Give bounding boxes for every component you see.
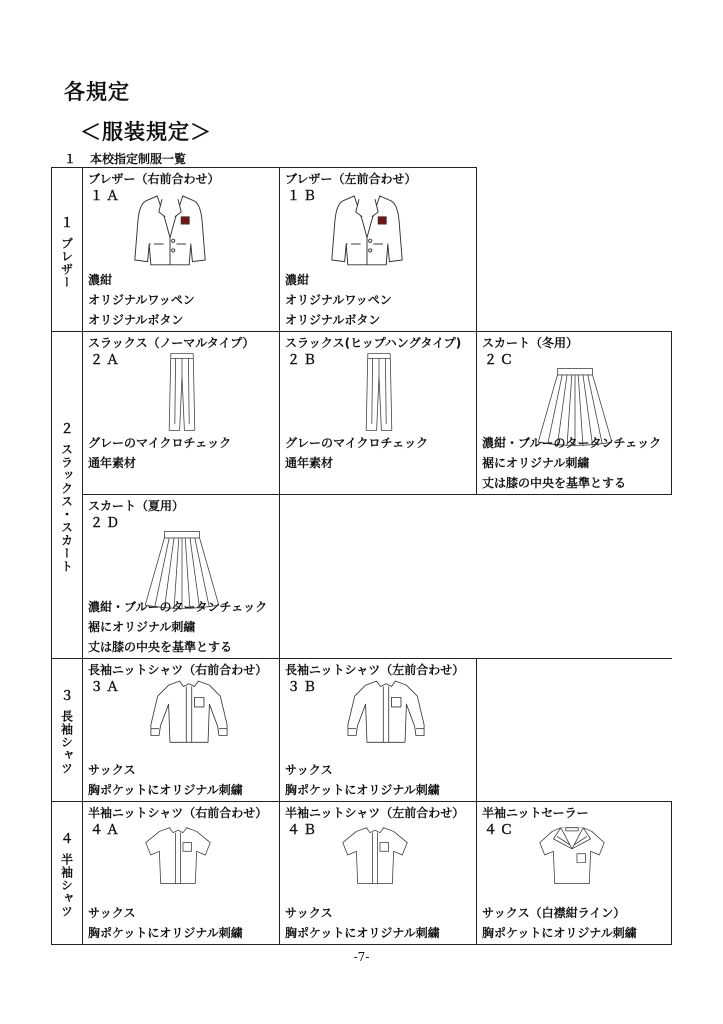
desc-line: サックス — [88, 906, 136, 920]
item-name: スラックス（ノーマルタイプ） — [88, 336, 255, 350]
item-code: ４Ｂ — [287, 823, 320, 838]
desc-line: 丈は膝の中央を基準とする — [482, 476, 627, 490]
blazer-illustration-icon — [327, 188, 407, 268]
item-2B — [280, 332, 477, 495]
item-code: ２Ｄ — [90, 516, 123, 531]
empty-cell — [280, 495, 477, 659]
short-sleeve-shirt-illustration-icon — [128, 824, 228, 886]
desc-line: サックス（白襟紺ライン） — [482, 906, 626, 920]
item-name: 半袖ニットシャツ（右前合わせ） — [88, 806, 268, 820]
item-code: ３Ｂ — [287, 680, 320, 695]
item-name: 半袖ニットセーラー — [482, 806, 589, 820]
item-description — [482, 903, 637, 943]
section-cell-short-sleeve — [52, 802, 83, 945]
subsection-number: １ — [64, 152, 77, 166]
section-label: スラックス・スカート — [59, 443, 74, 573]
page-heading: 各規定 — [64, 80, 130, 104]
empty-cell — [477, 168, 672, 332]
item-code: １Ｂ — [287, 189, 320, 204]
short-sleeve-shirt-illustration-icon — [325, 824, 425, 886]
item-description — [285, 270, 392, 330]
section-number: ３ — [60, 689, 74, 704]
page-number: -7- — [353, 950, 370, 964]
slacks-illustration-icon — [363, 352, 395, 432]
desc-line: オリジナルワッペン — [285, 293, 392, 307]
item-description — [285, 903, 440, 943]
desc-line: 通年素材 — [88, 456, 137, 470]
desc-line: 胸ポケットにオリジナル刺繍 — [88, 926, 243, 940]
desc-line: オリジナルボタン — [88, 313, 184, 327]
subsection-title: 本校指定制服一覧 — [90, 152, 187, 166]
section-cell-long-sleeve — [52, 659, 83, 802]
item-2A — [83, 332, 280, 495]
subsection-heading — [64, 150, 186, 167]
item-name: 長袖ニットシャツ（右前合わせ） — [88, 663, 268, 677]
desc-line: 通年素材 — [285, 456, 334, 470]
empty-cell — [477, 659, 672, 802]
item-name: ブレザー（左前合わせ） — [285, 172, 417, 186]
desc-line: 丈は膝の中央を基準とする — [88, 640, 233, 654]
sailor-blouse-illustration-icon — [522, 824, 622, 886]
section-number: １ — [60, 216, 74, 231]
section-label: 半袖シャツ — [59, 853, 74, 918]
item-code: ２Ａ — [90, 353, 123, 368]
desc-line: グレーのマイクロチェック — [88, 436, 232, 450]
desc-line: 裾にオリジナル刺繍 — [482, 456, 590, 470]
desc-line: オリジナルワッペン — [88, 293, 195, 307]
desc-line: 濃紺・ブルーのタータンチェック — [482, 436, 662, 450]
desc-line: オリジナルボタン — [285, 313, 381, 327]
desc-line: 濃紺・ブルーのタータンチェック — [88, 600, 268, 614]
item-name: スカート（夏用） — [88, 499, 185, 513]
item-description — [285, 433, 428, 493]
item-3A — [83, 659, 280, 802]
item-description — [88, 903, 243, 943]
uniform-table — [51, 167, 672, 945]
item-code: ２Ｃ — [484, 353, 517, 368]
blazer-illustration-icon — [130, 188, 210, 268]
desc-line: 胸ポケットにオリジナル刺繍 — [285, 783, 440, 797]
desc-line: サックス — [88, 763, 136, 777]
section-heading: ＜服装規定＞ — [80, 120, 212, 144]
item-2D — [83, 495, 280, 659]
item-name: スカート（冬用） — [482, 336, 579, 350]
item-2C — [477, 332, 672, 495]
item-description — [88, 597, 267, 657]
item-name: スラックス(ヒップハングタイプ) — [285, 336, 462, 350]
desc-line: 胸ポケットにオリジナル刺繍 — [88, 783, 243, 797]
section-label: 長袖シャツ — [59, 710, 74, 775]
section-number: ２ — [60, 422, 74, 437]
section-label: ブレザー — [59, 237, 74, 289]
item-code: ４Ａ — [90, 823, 123, 838]
desc-line: サックス — [285, 763, 333, 777]
slacks-illustration-icon — [166, 352, 198, 432]
desc-line: 濃紺 — [88, 273, 113, 287]
desc-line: サックス — [285, 906, 333, 920]
item-description — [88, 760, 243, 800]
item-name: ブレザー（右前合わせ） — [88, 172, 220, 186]
item-description — [285, 760, 440, 800]
item-code: ４Ｃ — [484, 823, 517, 838]
desc-line: 胸ポケットにオリジナル刺繍 — [482, 926, 637, 940]
item-4C — [477, 802, 672, 945]
item-code: ３Ａ — [90, 680, 123, 695]
item-3B — [280, 659, 477, 802]
item-description — [88, 270, 195, 330]
item-4B — [280, 802, 477, 945]
item-code: ２Ｂ — [287, 353, 320, 368]
long-sleeve-shirt-illustration-icon — [134, 677, 244, 745]
desc-line: 胸ポケットにオリジナル刺繍 — [285, 926, 440, 940]
item-name: 長袖ニットシャツ（左前合わせ） — [285, 663, 465, 677]
desc-line: 裾にオリジナル刺繍 — [88, 620, 196, 634]
item-description — [88, 433, 231, 493]
empty-cell — [477, 495, 672, 659]
item-description — [482, 433, 661, 493]
item-1A — [83, 168, 280, 332]
desc-line: 濃紺 — [285, 273, 310, 287]
section-cell-bottoms — [52, 332, 83, 659]
item-4A — [83, 802, 280, 945]
item-name: 半袖ニットシャツ（左前合わせ） — [285, 806, 465, 820]
desc-line: グレーのマイクロチェック — [285, 436, 429, 450]
item-code: １Ａ — [90, 189, 123, 204]
long-sleeve-shirt-illustration-icon — [331, 677, 441, 745]
section-cell-blazer — [52, 168, 83, 332]
section-number: ４ — [60, 832, 74, 847]
item-1B — [280, 168, 477, 332]
